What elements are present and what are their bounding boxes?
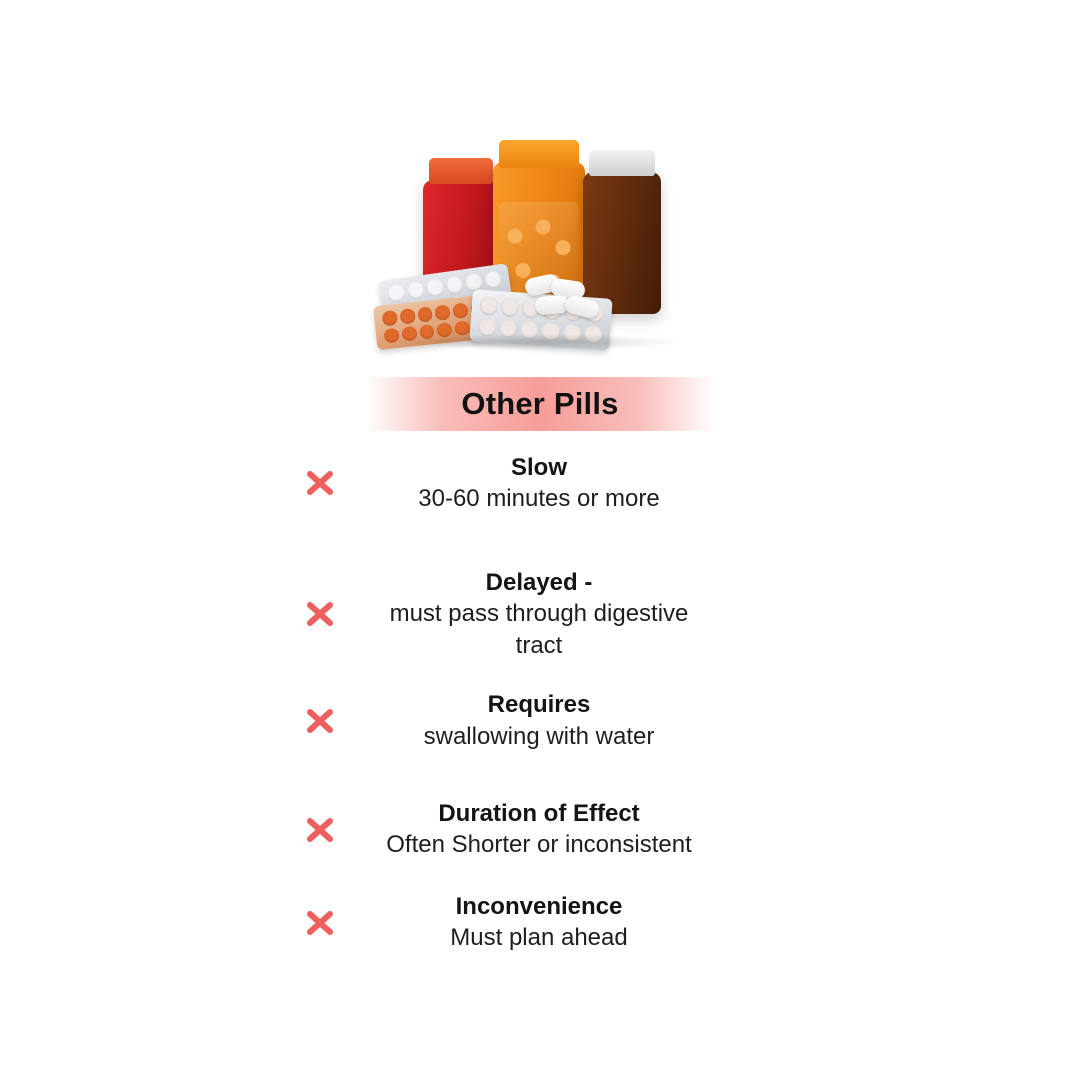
list-item-heading: Slow: [510, 454, 567, 481]
white-capsules: [525, 276, 605, 322]
list-item-detail: swallowing with water: [423, 722, 655, 750]
list-item-heading: Requires: [487, 691, 591, 719]
list-item-text: [374, 798, 704, 861]
section-title-banner: [365, 377, 715, 431]
list-item-text: [374, 567, 704, 662]
hero-image: [0, 70, 1080, 350]
list-item-text: [374, 891, 704, 954]
x-mark-icon: [300, 599, 340, 629]
x-mark-icon: [300, 706, 340, 736]
list-item-detail: must pass through digestive tract: [389, 600, 689, 659]
image-shadow: [395, 334, 685, 350]
list-item-detail: Must plan ahead: [450, 924, 628, 952]
page-title: Other Pills: [461, 386, 619, 421]
list-item: [0, 452, 1080, 515]
bottle-cap-icon: [429, 158, 493, 184]
x-mark-icon: [300, 468, 340, 498]
list-item: [0, 798, 1080, 861]
list-item-text: [374, 452, 704, 515]
x-mark-icon: [300, 815, 340, 845]
feature-list: [0, 452, 1080, 976]
list-item-detail: 30-60 minutes or more: [418, 485, 660, 513]
bottle-cap-icon: [499, 140, 579, 168]
list-item-detail: Often Shorter or inconsistent: [386, 831, 692, 859]
bottle-cap-icon: [589, 150, 655, 176]
list-item-text: [374, 689, 704, 752]
list-item: [0, 689, 1080, 752]
list-item: [0, 567, 1080, 662]
pill-scene: [375, 100, 705, 350]
list-item-heading: Delayed -: [485, 568, 593, 596]
list-item-heading: Inconvenience: [455, 893, 623, 921]
list-item-heading: Duration of Effect: [438, 800, 640, 828]
list-item: [0, 891, 1080, 954]
x-mark-icon: [300, 908, 340, 938]
